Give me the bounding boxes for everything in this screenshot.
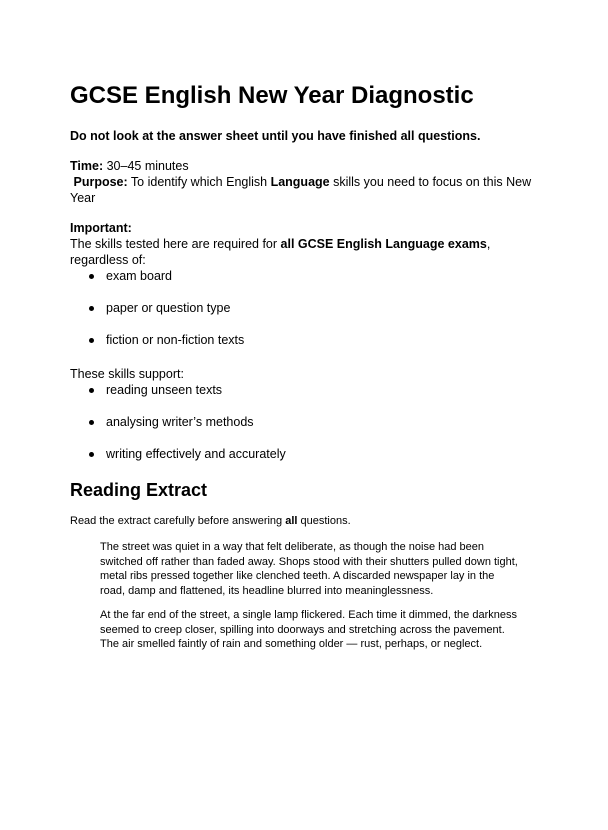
- purpose-label: Purpose:: [73, 175, 128, 189]
- purpose-text-after: skills you need to focus on this New Year: [70, 175, 532, 205]
- extract-paragraph: At the far end of the street, a single lamp flickered. Each time it dimmed, the darkness seemed to creep closer, spilling into doorways and stretching across the pavement. The air smelled faintly of rain and something older — rust, perhaps, or neglect.: [100, 609, 517, 650]
- bullet-icon: [89, 274, 94, 279]
- list-item-text: reading unseen texts: [106, 383, 223, 397]
- support-list: [70, 382, 545, 462]
- regardless-list: [70, 268, 545, 348]
- time-line: [70, 158, 545, 174]
- page-title: GCSE English New Year Diagnostic: [70, 82, 474, 109]
- purpose-text-before: To identify which English: [127, 175, 271, 189]
- important-bold-phrase: all GCSE English Language exams: [280, 237, 487, 251]
- purpose-bold-word: Language: [270, 175, 330, 189]
- list-item-text: writing effectively and accurately: [106, 447, 286, 461]
- bullet-icon: [89, 420, 94, 425]
- time-purpose-block: [70, 158, 545, 206]
- time-value: 30–45 minutes: [103, 159, 189, 173]
- bullet-icon: [89, 452, 94, 457]
- important-text-after: , regardless of:: [70, 237, 491, 267]
- list-item: [70, 332, 545, 348]
- bullet-icon: [89, 338, 94, 343]
- important-text-before: The skills tested here are required for: [70, 237, 281, 251]
- list-item: [70, 268, 545, 284]
- list-item-text: paper or question type: [106, 301, 231, 315]
- instruction-bold: all: [285, 515, 298, 527]
- list-item: [70, 382, 545, 398]
- list-item: [70, 414, 545, 430]
- time-label: Time:: [70, 159, 104, 173]
- extract-paragraph: The street was quiet in a way that felt deliberate, as though the noise had been switched off rather than faded away. Shops stood with their shutters pulled down tight, metal ribs pressed together like clenched teeth. A discarded newspaper lay in the road, damp and flattened, its headline blurred into meaninglessness.: [100, 541, 518, 597]
- bullet-icon: [89, 388, 94, 393]
- important-block: [70, 220, 545, 268]
- instruction-text-before: Read the extract carefully before answering: [70, 515, 286, 527]
- list-item-text: fiction or non-fiction texts: [106, 333, 245, 347]
- important-label: Important:: [70, 221, 132, 235]
- list-item: [70, 446, 545, 462]
- list-item: [70, 300, 545, 316]
- section-heading: Reading Extract: [70, 480, 208, 500]
- support-intro: These skills support:: [70, 367, 184, 381]
- list-item-text: analysing writer’s methods: [106, 415, 254, 429]
- bullet-icon: [89, 306, 94, 311]
- reading-extract: [100, 540, 520, 652]
- purpose-line: [70, 174, 545, 206]
- important-text: [70, 236, 545, 268]
- reading-instruction: [70, 514, 545, 528]
- answer-sheet-warning: Do not look at the answer sheet until you have finished all questions.: [70, 129, 481, 143]
- list-item-text: exam board: [106, 269, 173, 283]
- document-page: [70, 80, 545, 662]
- instruction-text-after: questions.: [297, 515, 351, 527]
